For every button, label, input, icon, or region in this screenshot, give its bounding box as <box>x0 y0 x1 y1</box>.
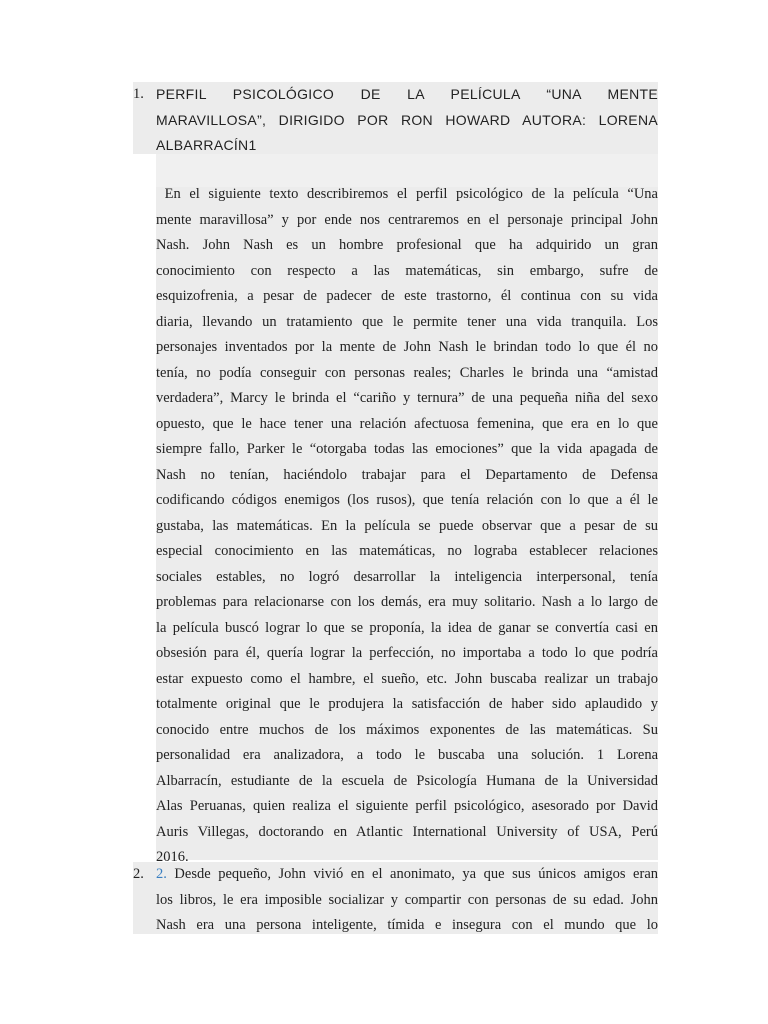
body-line: tenía, no podía conseguir con personas reales; Charles le brinda una “amistad <box>156 364 658 381</box>
body-line: totalmente original que le produjera la satisfacción de haber sido aplaudido y <box>156 696 658 712</box>
body-line: Nash era una persona inteligente, tímida e insegura con el mundo que lo <box>156 917 658 933</box>
body-line: opuesto, que le hace tener una relación afectuosa femenina, que era en lo que <box>156 415 658 432</box>
title-line: MARAVILLOSA”, DIRIGIDO POR RON HOWARD AUTORA: LORENA <box>156 111 658 128</box>
list-number-2: 2. <box>133 866 144 882</box>
list-number-1: 1. <box>133 86 144 102</box>
body-line: siempre fallo, Parker le “otorgaba todas las emociones” que la vida apagada de <box>156 441 658 457</box>
body-line: los libros, le era imposible socializar y compartir con personas de su edad. John <box>156 891 658 908</box>
body-line: verdadera”, Marcy le brinda el “cariño y ternura” de una pequeña niña del sexo <box>156 390 658 406</box>
body-line: especial conocimiento en las matemáticas, no lograba establecer relaciones <box>156 543 658 559</box>
body-line: obsesión para él, quería lograr la perfección, no importaba a todo lo que podría <box>156 645 658 661</box>
body-line: Albarracín, estudiante de la escuela de Psicología Humana de la Universidad <box>156 772 658 789</box>
body-line: diaria, llevando un tratamiento que le permite tener una vida tranquila. Los <box>156 313 658 330</box>
body-line: Nash no tenían, haciéndolo trabajar para el Departamento de Defensa <box>156 466 658 483</box>
body-line: estar expuesto como el hambre, el sueño, etc. John buscaba realizar un trabajo <box>156 670 658 687</box>
body-line: conocido entre muchos de los máximos exponentes de las matemáticas. Su <box>156 721 658 738</box>
body-line: Auris Villegas, doctorando en Atlantic International University of USA, Perú <box>156 823 658 840</box>
body-line: personajes inventados por la mente de John Nash le brindan todo lo que él no <box>156 339 658 355</box>
document-title <box>156 82 658 159</box>
title-line: PERFIL PSICOLÓGICO DE LA PELÍCULA “UNA MENTE <box>156 86 658 102</box>
body-line: la película buscó lograr lo que se proponía, la idea de ganar se convertía casi en <box>156 619 658 636</box>
body-line: Alas Peruanas, quien realiza el siguiente perfil psicológico, asesorado por David <box>156 798 658 814</box>
body-line: conocimiento con respecto a las matemáticas, sin embargo, sufre de <box>156 262 658 279</box>
body-paragraph <box>156 182 658 871</box>
body-line: personalidad era analizadora, a todo le buscaba una solución. 1 Lorena <box>156 747 658 763</box>
body-line: 2016. <box>156 849 189 865</box>
list-marker-link[interactable]: 2. <box>156 866 167 882</box>
body-line: problemas para relacionarse con los demás, era muy solitario. Nash a lo largo de <box>156 594 658 610</box>
body-line: codificando códigos enemigos (los rusos), que tenía relación con lo que a él le <box>156 492 658 508</box>
title-line: ALBARRACÍN1 <box>156 137 257 153</box>
body-line: mente maravillosa” y por ende nos centraremos en el personaje principal John <box>156 211 658 228</box>
body-line: En el siguiente texto describiremos el perfil psicológico de la película “Una <box>156 186 658 202</box>
body-line <box>156 862 658 888</box>
body-line: esquizofrenia, a pesar de padecer de este trastorno, él continua con su vida <box>156 288 658 304</box>
body-paragraph <box>156 862 658 939</box>
body-line-text: Desde pequeño, John vivió en el anonimato, ya que sus únicos amigos eran <box>174 866 658 882</box>
body-line: gustaba, las matemáticas. En la película se puede observar que a pesar de su <box>156 517 658 534</box>
body-line: Nash. John Nash es un hombre profesional que ha adquirido un gran <box>156 237 658 253</box>
body-line: sociales estables, no logró desarrollar la inteligencia interpersonal, tenía <box>156 568 658 585</box>
